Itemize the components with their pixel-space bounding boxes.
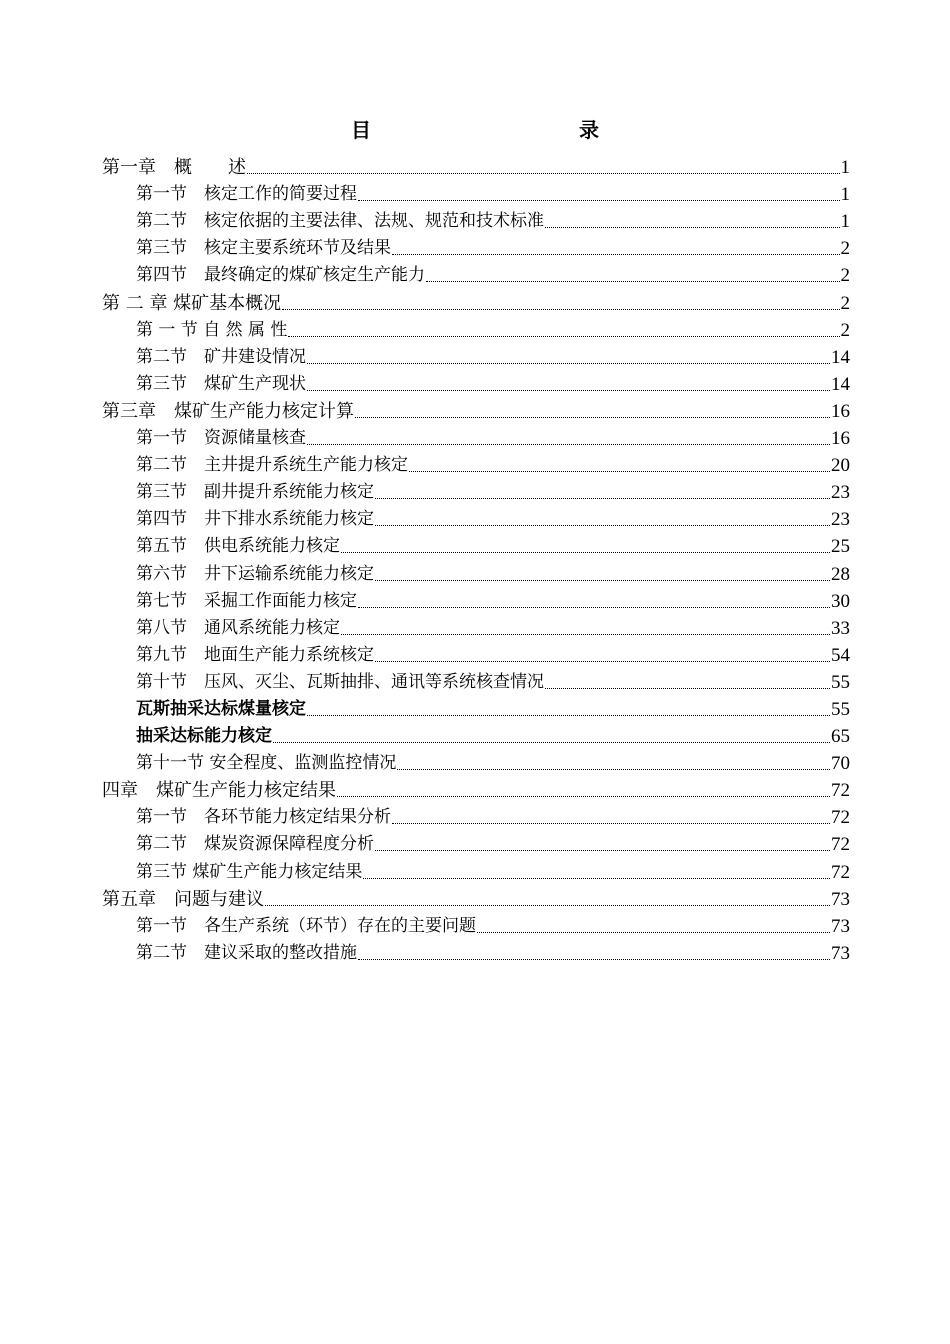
toc-dot-leader: [545, 227, 840, 228]
toc-page-number: 70: [831, 753, 850, 775]
toc-page-number: 33: [831, 617, 850, 639]
toc-dot-leader: [477, 932, 830, 933]
toc-dot-leader: [337, 796, 830, 797]
toc-section-entry[interactable]: [102, 262, 850, 289]
toc-section-entry[interactable]: [102, 344, 850, 371]
toc-page-number: 20: [831, 455, 850, 477]
toc-dot-leader: [363, 878, 830, 879]
toc-dot-leader: [247, 173, 840, 174]
toc-dot-leader: [341, 552, 830, 553]
toc-section-entry[interactable]: [102, 669, 850, 696]
table-of-contents: [102, 154, 850, 967]
toc-page-number: 14: [831, 373, 850, 395]
toc-dot-leader: [375, 661, 830, 662]
toc-entry-title: 第二节 建议采取的整改措施: [136, 942, 357, 963]
toc-entry-title: 第十节 压风、灭尘、瓦斯抽排、通讯等系统核查情况: [136, 671, 544, 692]
toc-page-number: 1: [840, 184, 850, 206]
toc-dot-leader: [307, 390, 830, 391]
toc-entry-title: 第一节 资源储量核查: [136, 428, 306, 449]
toc-page-number: 73: [831, 888, 850, 910]
toc-page-number: 54: [831, 644, 850, 666]
toc-entry-title: 第四节 最终确定的煤矿核定生产能力: [136, 265, 425, 286]
toc-page-number: 25: [831, 536, 850, 558]
toc-entry-title: 第二节 核定依据的主要法律、法规、规范和技术标准: [136, 211, 544, 232]
toc-entry-title: 第十一节 安全程度、监测监控情况: [136, 753, 397, 774]
toc-page-number: 16: [831, 400, 850, 422]
toc-page-number: 72: [831, 834, 850, 856]
toc-entry-title: 第三节 煤矿生产现状: [136, 373, 306, 394]
toc-section-entry[interactable]: [102, 615, 850, 642]
toc-page-number: 55: [831, 671, 850, 693]
toc-dot-leader: [545, 688, 830, 689]
toc-section-entry[interactable]: [102, 181, 850, 208]
toc-entry-title: 第二节 煤炭资源保障程度分析: [136, 834, 374, 855]
toc-section-entry[interactable]: [102, 371, 850, 398]
toc-dot-leader: [341, 634, 830, 635]
toc-section-entry[interactable]: [102, 208, 850, 235]
toc-dot-leader: [375, 498, 830, 499]
toc-page-number: 73: [831, 915, 850, 937]
toc-dot-leader: [392, 254, 840, 255]
toc-section-entry[interactable]: [102, 533, 850, 560]
toc-page-number: 2: [840, 319, 850, 341]
toc-dot-leader: [288, 336, 839, 337]
toc-section-entry[interactable]: [102, 696, 850, 723]
toc-page-number: 1: [840, 157, 850, 179]
toc-title: 目 录: [351, 118, 655, 142]
toc-dot-leader: [273, 742, 830, 743]
toc-dot-leader: [375, 525, 830, 526]
toc-entry-title: 第 一 节 自 然 属 性: [136, 319, 288, 340]
toc-entry-title: 第一章 概 述: [102, 157, 246, 179]
toc-dot-leader: [375, 580, 830, 581]
toc-page-number: 28: [831, 563, 850, 585]
toc-entry-title: 第三节 核定主要系统环节及结果: [136, 238, 391, 259]
toc-entry-title: 第一节 各环节能力核定结果分析: [136, 807, 391, 828]
toc-section-entry[interactable]: [102, 723, 850, 750]
toc-chapter-entry[interactable]: [102, 289, 850, 316]
toc-entry-title: 第三节 副井提升系统能力核定: [136, 482, 374, 503]
toc-chapter-entry[interactable]: [102, 777, 850, 804]
toc-section-entry[interactable]: [102, 913, 850, 940]
toc-section-entry[interactable]: [102, 858, 850, 885]
toc-entry-title: 第三节 煤矿生产能力核定结果: [136, 861, 363, 882]
toc-dot-leader: [397, 769, 830, 770]
toc-entry-title: 第五节 供电系统能力核定: [136, 536, 340, 557]
toc-entry-title: 第一节 核定工作的简要过程: [136, 184, 357, 205]
toc-entry-title: 瓦斯抽采达标煤量核定: [136, 698, 306, 719]
toc-section-entry[interactable]: [102, 750, 850, 777]
toc-entry-title: 第一节 各生产系统（环节）存在的主要问题: [136, 915, 476, 936]
toc-page-number: 73: [831, 942, 850, 964]
toc-entry-title: 第二节 主井提升系统生产能力核定: [136, 455, 408, 476]
toc-dot-leader: [409, 471, 830, 472]
toc-page-number: 23: [831, 482, 850, 504]
toc-page-number: 30: [831, 590, 850, 612]
toc-entry-title: 抽采达标能力核定: [136, 726, 272, 747]
toc-page-number: 2: [840, 238, 850, 260]
toc-chapter-entry[interactable]: [102, 398, 850, 425]
toc-entry-title: 第 二 章 煤矿基本概况: [102, 292, 282, 314]
toc-dot-leader: [358, 607, 830, 608]
toc-page-number: 2: [840, 292, 850, 314]
toc-dot-leader: [355, 417, 830, 418]
toc-entry-title: 第二节 矿井建设情况: [136, 346, 306, 367]
toc-page-number: 72: [831, 861, 850, 883]
toc-section-entry[interactable]: [102, 506, 850, 533]
toc-chapter-entry[interactable]: [102, 886, 850, 913]
toc-section-entry[interactable]: [102, 642, 850, 669]
toc-entry-title: 第九节 地面生产能力系统核定: [136, 644, 374, 665]
toc-page-number: 23: [831, 509, 850, 531]
toc-dot-leader: [358, 200, 840, 201]
toc-entry-title: 四章 煤矿生产能力核定结果: [102, 780, 336, 802]
toc-page-number: 65: [831, 726, 850, 748]
toc-section-entry[interactable]: [102, 804, 850, 831]
toc-dot-leader: [375, 850, 830, 851]
toc-page-number: 72: [831, 780, 850, 802]
toc-section-entry[interactable]: [102, 831, 850, 858]
toc-entry-title: 第四节 井下排水系统能力核定: [136, 509, 374, 530]
toc-entry-title: 第三章 煤矿生产能力核定计算: [102, 400, 354, 422]
toc-dot-leader: [282, 309, 839, 310]
toc-dot-leader: [426, 281, 840, 282]
toc-dot-leader: [307, 363, 830, 364]
toc-page-number: 16: [831, 428, 850, 450]
toc-page-number: 72: [831, 807, 850, 829]
toc-page-number: 1: [840, 211, 850, 233]
toc-dot-leader: [392, 823, 830, 824]
toc-chapter-entry[interactable]: [102, 154, 850, 181]
toc-section-entry[interactable]: [102, 235, 850, 262]
toc-dot-leader: [307, 444, 830, 445]
toc-section-entry[interactable]: [102, 560, 850, 587]
toc-page-number: 2: [840, 265, 850, 287]
toc-section-entry[interactable]: [102, 317, 850, 344]
toc-section-entry[interactable]: [102, 425, 850, 452]
toc-section-entry[interactable]: [102, 940, 850, 967]
toc-entry-title: 第八节 通风系统能力核定: [136, 617, 340, 638]
toc-page-number: 55: [831, 698, 850, 720]
toc-page-number: 14: [831, 346, 850, 368]
toc-dot-leader: [358, 959, 830, 960]
toc-section-entry[interactable]: [102, 588, 850, 615]
toc-section-entry[interactable]: [102, 452, 850, 479]
toc-section-entry[interactable]: [102, 479, 850, 506]
toc-entry-title: 第五章 问题与建议: [102, 888, 264, 910]
toc-entry-title: 第六节 井下运输系统能力核定: [136, 563, 374, 584]
toc-dot-leader: [307, 715, 830, 716]
toc-dot-leader: [265, 905, 830, 906]
toc-entry-title: 第七节 采掘工作面能力核定: [136, 590, 357, 611]
